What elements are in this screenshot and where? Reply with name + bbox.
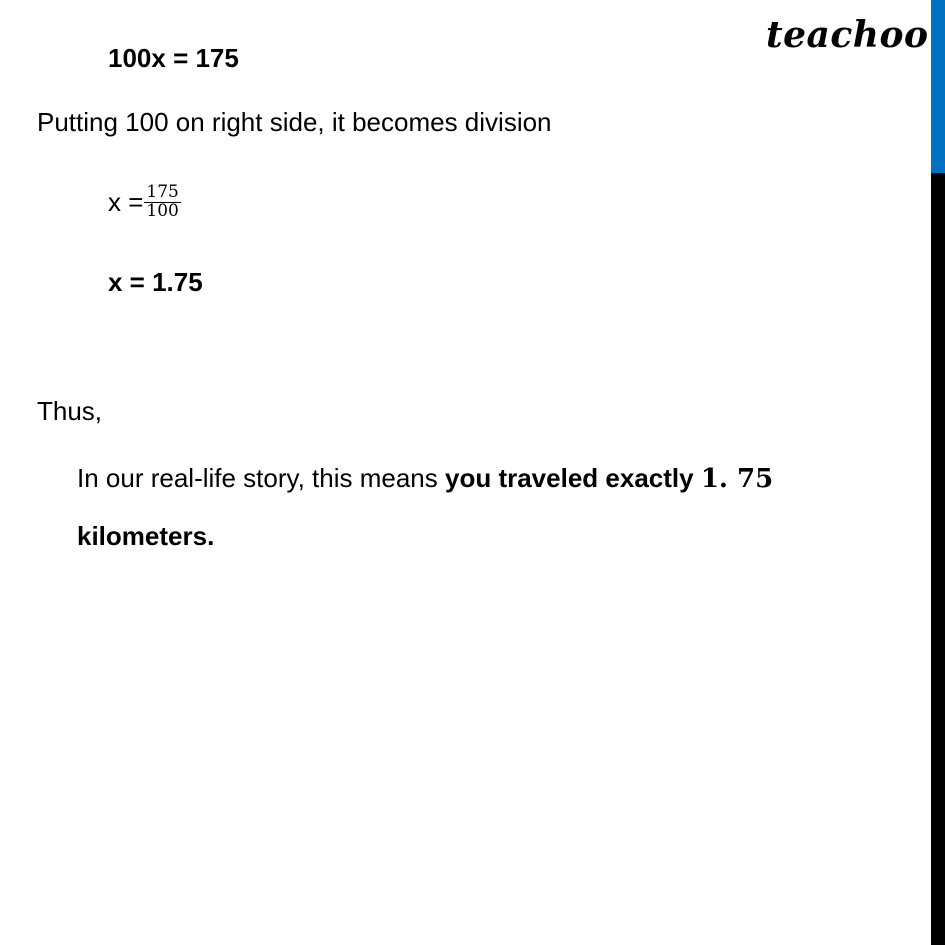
fraction-equation [108, 184, 181, 221]
side-bar-accent [931, 0, 945, 173]
story-line [77, 465, 773, 492]
story-prefix: In our real-life story, this means [77, 463, 445, 493]
side-bar [931, 0, 945, 945]
fraction-denominator: 100 [146, 200, 179, 221]
fraction-numerator: 175 [146, 182, 179, 202]
kilometers-text: kilometers. [77, 521, 215, 551]
fraction [144, 184, 180, 221]
story-bold-text: you traveled exactly [445, 463, 701, 493]
equation-100x: 100x = 175 [108, 43, 239, 73]
result-equation: x = 1.75 [108, 267, 203, 297]
story-value: 1. 75 [700, 464, 774, 494]
thus-label: Thus, [37, 396, 103, 426]
fraction-lhs: x = [108, 187, 144, 218]
putting-text: Putting 100 on right side, it becomes division [37, 107, 552, 137]
teachoo-logo: teachoo [766, 14, 929, 56]
